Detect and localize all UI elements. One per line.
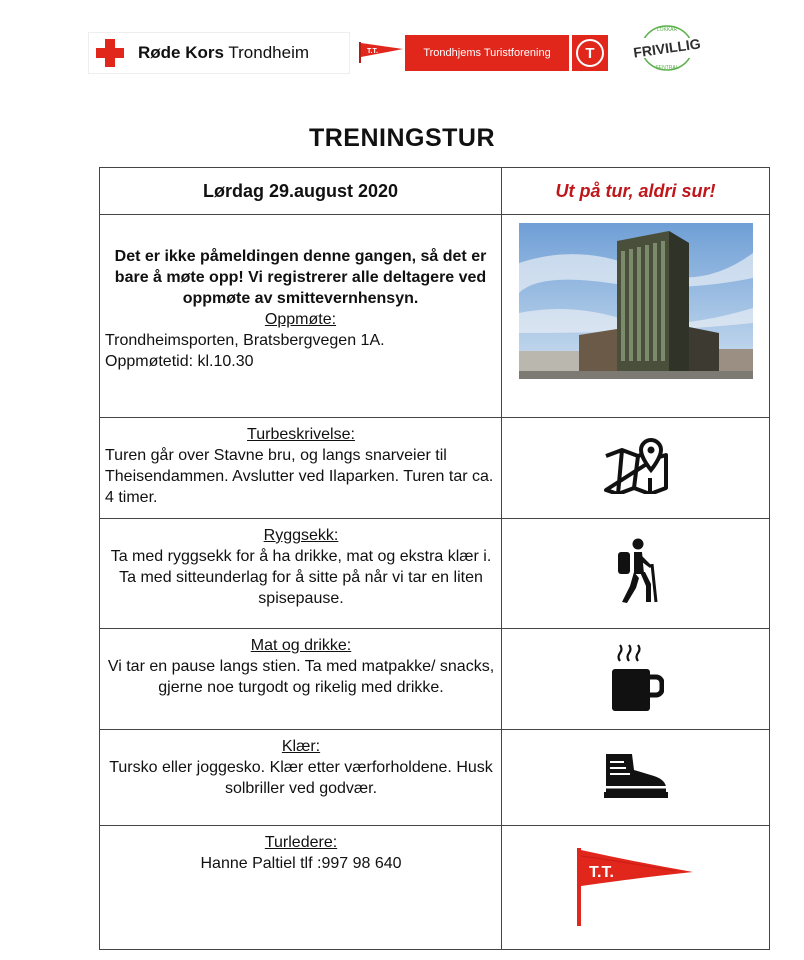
rode-kors-logo bbox=[88, 32, 350, 74]
header-logos bbox=[0, 22, 804, 82]
frivillig-logo bbox=[625, 22, 709, 74]
ryggsekk-text: Ta med ryggsekk for å ha drikke, mat og ekstra klær i. Ta med sitteunderlag for å sitte på når vi tar en liten spisepause. bbox=[110, 548, 492, 607]
photo-cell bbox=[502, 215, 770, 418]
intro-cell bbox=[100, 215, 502, 418]
turbeskrivelse-cell bbox=[100, 418, 502, 519]
tt-name: Trondhjems Turistforening bbox=[423, 47, 551, 59]
date: Lørdag 29.august 2020 bbox=[100, 168, 502, 215]
oppmote-time: Oppmøtetid: kl.10.30 bbox=[105, 353, 254, 370]
turbeskrivelse-heading: Turbeskrivelse: bbox=[247, 426, 355, 443]
turledere-row bbox=[100, 826, 770, 950]
mat-cell bbox=[100, 629, 502, 730]
flag-icon-cell bbox=[502, 826, 770, 950]
ryggsekk-row bbox=[100, 519, 770, 629]
tt-flag-text: T.T. bbox=[367, 48, 378, 55]
klaer-row bbox=[100, 730, 770, 826]
slogan: Ut på tur, aldri sur! bbox=[502, 168, 770, 215]
map-icon-cell bbox=[502, 418, 770, 519]
pennant-text: T.T. bbox=[588, 864, 614, 881]
frivillig-top: LOKKAR bbox=[656, 27, 678, 33]
hiker-icon-cell bbox=[502, 519, 770, 629]
turledere-heading: Turledere: bbox=[264, 834, 338, 851]
klaer-heading: Klær: bbox=[281, 738, 321, 755]
klaer-cell bbox=[100, 730, 502, 826]
oppmote-location: Trondheimsporten, Bratsbergvegen 1A. bbox=[105, 332, 385, 349]
hot-drink-icon bbox=[608, 641, 664, 713]
tt-circle-logo bbox=[572, 35, 608, 71]
info-table bbox=[99, 167, 770, 950]
mat-heading: Mat og drikke: bbox=[250, 637, 352, 654]
ryggsekk-heading: Ryggsekk: bbox=[263, 527, 339, 544]
date-row bbox=[100, 168, 770, 215]
hiking-boot-icon bbox=[602, 752, 670, 798]
red-cross-icon bbox=[96, 39, 124, 67]
ryggsekk-cell bbox=[100, 519, 502, 629]
frivillig-bottom: SENTRAL bbox=[655, 65, 679, 71]
map-pin-icon bbox=[602, 438, 670, 494]
turbeskrivelse-row bbox=[100, 418, 770, 519]
turledere-cell bbox=[100, 826, 502, 950]
building-photo bbox=[519, 223, 753, 379]
mat-row bbox=[100, 629, 770, 730]
frivillig-text: FRIVILLIG bbox=[632, 35, 702, 61]
page-title: TRENINGSTUR bbox=[308, 124, 496, 152]
tt-pennant-icon bbox=[575, 844, 697, 926]
boot-icon-cell bbox=[502, 730, 770, 826]
intro-row bbox=[100, 215, 770, 418]
tt-flag-logo bbox=[358, 40, 404, 64]
tt-name-banner bbox=[405, 35, 569, 71]
intro-notice: Det er ikke påmeldingen denne gangen, så det er bare å møte opp! Vi registrerer alle deltagere ved oppmøte av smittevernhensyn. bbox=[114, 248, 487, 307]
rode-kors-city: Trondheim bbox=[223, 43, 310, 62]
rode-kors-name: Røde Kors bbox=[138, 43, 224, 62]
tt-circle-letter: T bbox=[576, 39, 604, 67]
oppmote-heading: Oppmøte: bbox=[264, 311, 337, 328]
mat-text: Vi tar en pause langs stien. Ta med matpakke/ snacks, gjerne noe turgodt og rikelig med drikke. bbox=[107, 658, 495, 696]
turledere-text: Hanne Paltiel tlf :997 98 640 bbox=[200, 855, 402, 872]
klaer-text: Tursko eller joggesko. Klær etter værforholdene. Husk solbriller ved godvær. bbox=[109, 759, 493, 797]
coffee-icon-cell bbox=[502, 629, 770, 730]
turbeskrivelse-text: Turen går over Stavne bru, og langs snarveier til Theisendammen. Avslutter ved Ilaparken. Turen tar ca. 4 timer. bbox=[105, 447, 494, 506]
hiker-icon bbox=[612, 538, 660, 604]
